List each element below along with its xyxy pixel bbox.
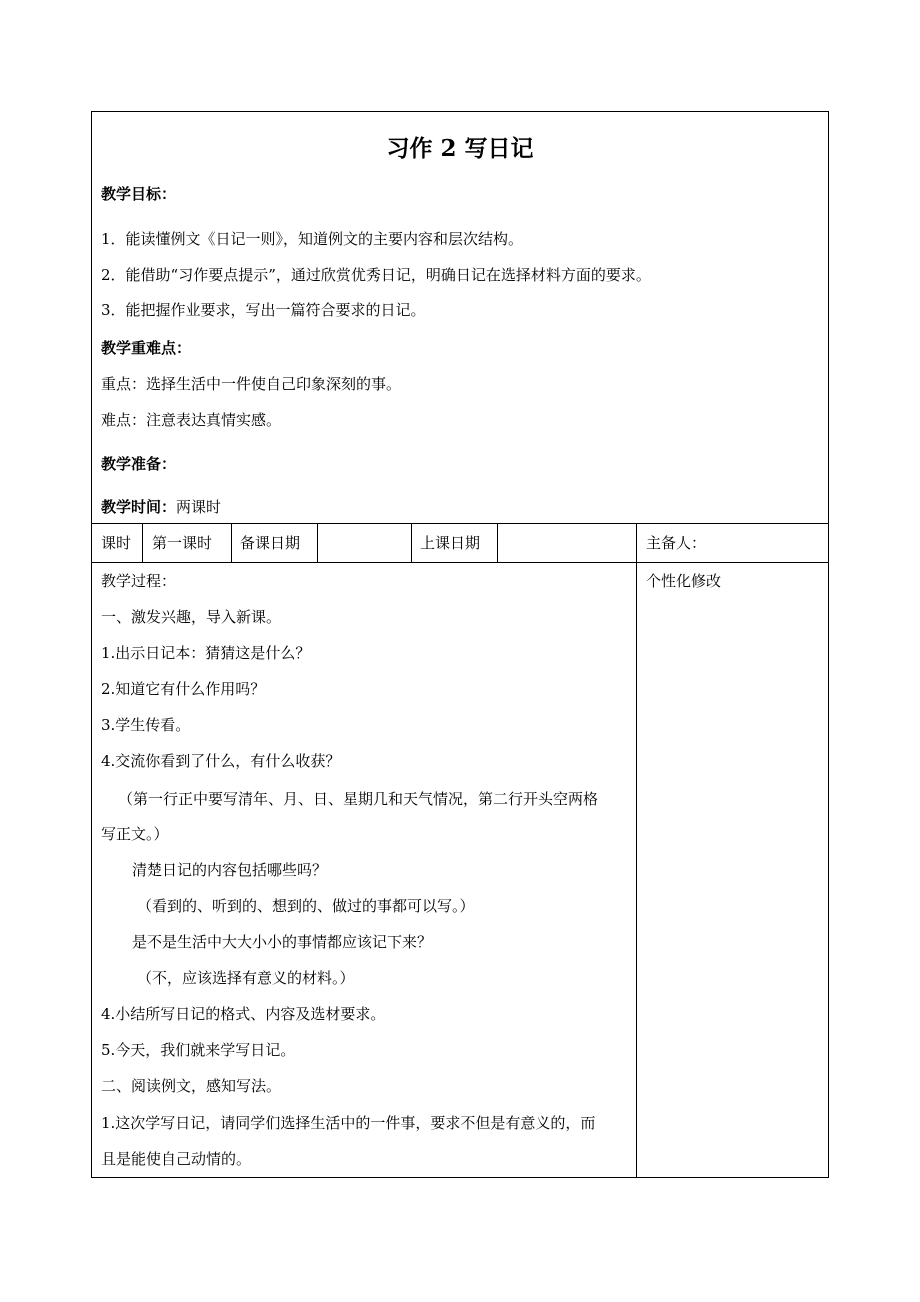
cell-divider: [411, 523, 412, 562]
teaching-time-value: 两课时: [176, 498, 222, 516]
preparation-heading: 教学准备：: [101, 455, 177, 473]
process-line: （第一行正中要写清年、月、日、星期几和天气情况，第二行开头空两格: [118, 790, 599, 808]
process-line: 4.交流你看到了什么，有什么收获？: [101, 752, 341, 770]
process-line: 3.学生传看。: [101, 716, 191, 734]
process-line: 1.这次学写日记，请同学们选择生活中的一件事，要求不但是有意义的，而: [101, 1114, 596, 1132]
process-line: 写正文。）: [101, 825, 169, 843]
process-line: 是不是生活中大大小小的事情都应该记下来？: [132, 933, 433, 951]
page-title: 习作 2 写日记: [386, 135, 534, 162]
column-divider: [636, 523, 637, 1178]
process-line: 2.知道它有什么作用吗？: [101, 680, 266, 698]
cell-divider: [497, 523, 498, 562]
teaching-time: [101, 497, 221, 517]
cell-divider: [142, 523, 143, 562]
period-label: 课时: [101, 534, 132, 552]
process-line: 二、阅读例文，感知写法。: [101, 1077, 282, 1095]
process-line: 4.小结所写日记的格式、内容及选材要求。: [101, 1005, 386, 1023]
process-line: （不，应该选择有意义的材料。）: [137, 969, 355, 987]
process-line: 且是能使自己动情的。: [101, 1150, 252, 1168]
side-column-heading: 个性化修改: [646, 572, 722, 590]
objectives-heading: 教学目标：: [101, 185, 177, 203]
objective-item: 3．能把握作业要求，写出一篇符合要求的日记。: [101, 301, 426, 319]
process-line: 一、激发兴趣，导入新课。: [101, 608, 282, 626]
process-line: （看到的、听到的、想到的、做过的事都可以写。）: [137, 897, 475, 915]
teaching-time-label: 教学时间：: [101, 498, 177, 516]
key-point-difficulty: 难点：注意表达真情实感。: [101, 411, 282, 429]
cell-divider: [231, 523, 232, 562]
process-line: 清楚日记的内容包括哪些吗？: [132, 861, 328, 879]
period-value: 第一课时: [152, 534, 213, 552]
row-divider: [92, 562, 828, 563]
lesson-plan-table: [91, 111, 829, 1178]
row-divider: [92, 523, 828, 524]
key-points-heading: 教学重难点：: [101, 339, 192, 357]
process-line: 1.出示日记本：猜猜这是什么？: [101, 644, 311, 662]
cell-divider: [317, 523, 318, 562]
objective-item: 2．能借助“习作要点提示”，通过欣赏优秀日记，明确日记在选择材料方面的要求。: [101, 266, 651, 284]
process-heading: 教学过程：: [101, 572, 177, 590]
objective-item: 1．能读懂例文《日记一则》，知道例文的主要内容和层次结构。: [101, 230, 524, 248]
process-line: 5.今天，我们就来学写日记。: [101, 1041, 296, 1059]
key-point-focus: 重点：选择生活中一件使自己印象深刻的事。: [101, 375, 402, 393]
prep-date-label: 备课日期: [240, 534, 301, 552]
preparer-label: 主备人：: [646, 534, 707, 552]
class-date-label: 上课日期: [420, 534, 481, 552]
